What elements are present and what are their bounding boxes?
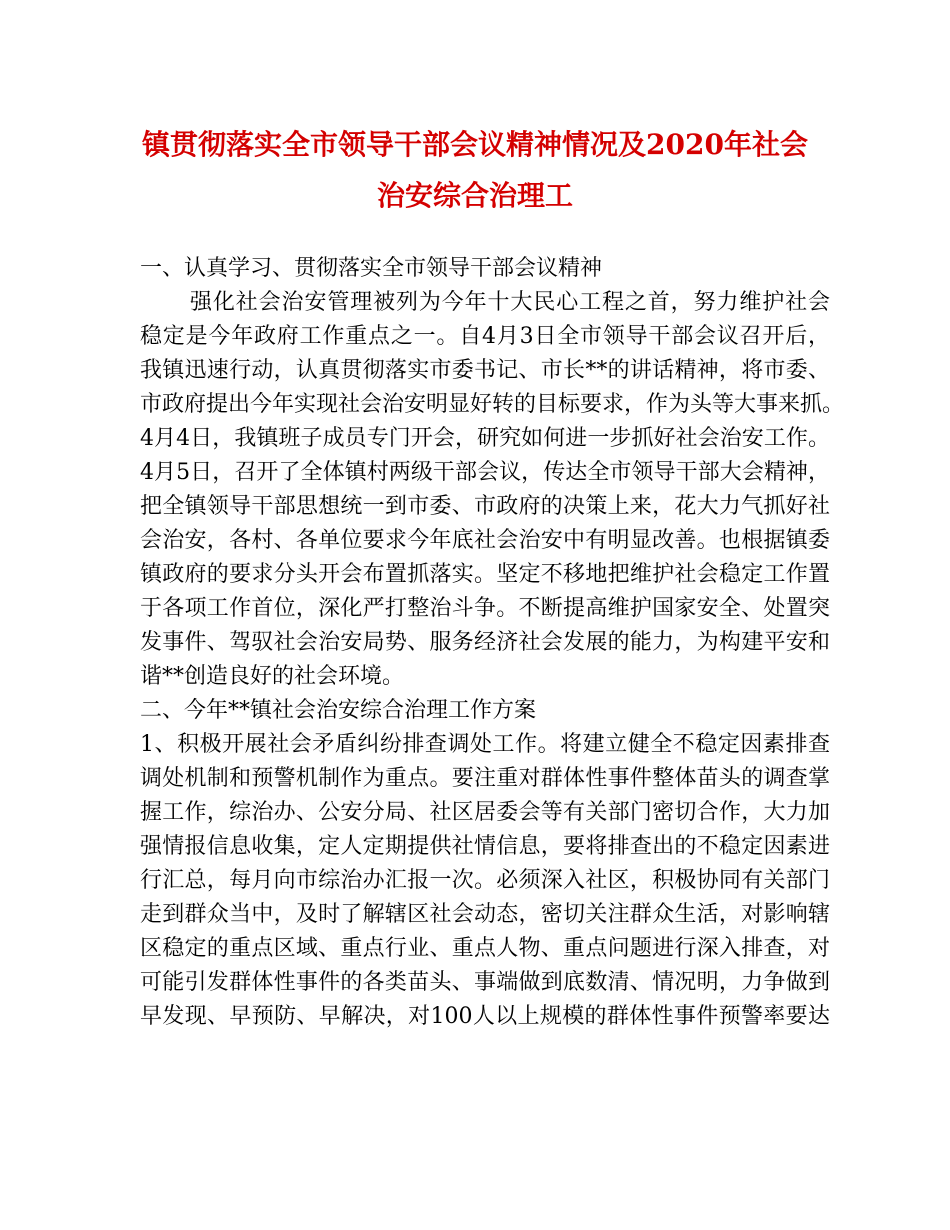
paragraph-line: 于各项工作首位，深化严打整治斗争。不断提高维护国家安全、处置突 bbox=[140, 596, 830, 621]
paragraph-line: 谐**创造良好的社会环境。 bbox=[140, 664, 405, 689]
section-heading: 二、今年**镇社会治安综合治理工作方案 bbox=[140, 698, 537, 723]
section-heading: 一、认真学习、贯彻落实全市领导干部会议精神 bbox=[140, 256, 603, 281]
paragraph-line: 发事件、驾驭社会治安局势、服务经济社会发展的能力，为构建平安和 bbox=[140, 630, 830, 655]
paragraph-line: 会治安，各村、各单位要求今年底社会治安中有明显改善。也根据镇委 bbox=[140, 528, 830, 553]
paragraph-line: 4月4日，我镇班子成员专门开会，研究如何进一步抓好社会治安工作。 bbox=[140, 426, 830, 451]
paragraph-line: 1、积极开展社会矛盾纠纷排查调处工作。将建立健全不稳定因素排查 bbox=[140, 732, 830, 757]
paragraph-line: 稳定是今年政府工作重点之一。自4月3日全市领导干部会议召开后， bbox=[140, 324, 830, 349]
paragraph-line: 区稳定的重点区域、重点行业、重点人物、重点问题进行深入排查，对 bbox=[140, 936, 830, 961]
document-title-line-1: 镇贯彻落实全市领导干部会议精神情况及2020年社会 bbox=[142, 128, 808, 161]
paragraph-line: 行汇总，每月向市综治办汇报一次。必须深入社区，积极协同有关部门 bbox=[140, 868, 830, 893]
paragraph-line: 走到群众当中，及时了解辖区社会动态，密切关注群众生活，对影响辖 bbox=[140, 902, 830, 927]
document-title-line-2: 治安综合治理工 bbox=[376, 179, 573, 212]
paragraph-line: 早发现、早预防、早解决，对100人以上规模的群体性事件预警率要达 bbox=[140, 1004, 830, 1029]
paragraph-line: 强化社会治安管理被列为今年十大民心工程之首，努力维护社会 bbox=[190, 290, 830, 315]
paragraph-line: 强情报信息收集，定人定期提供社情信息，要将排查出的不稳定因素进 bbox=[140, 834, 830, 859]
paragraph-line: 握工作，综治办、公安分局、社区居委会等有关部门密切合作，大力加 bbox=[140, 800, 830, 825]
paragraph-line: 调处机制和预警机制作为重点。要注重对群体性事件整体苗头的调查掌 bbox=[140, 766, 830, 791]
paragraph-line: 可能引发群体性事件的各类苗头、事端做到底数清、情况明，力争做到 bbox=[140, 970, 830, 995]
paragraph-line: 我镇迅速行动，认真贯彻落实市委书记、市长**的讲话精神，将市委、 bbox=[140, 358, 830, 383]
paragraph-line: 4月5日，召开了全体镇村两级干部会议，传达全市领导干部大会精神， bbox=[140, 460, 830, 485]
paragraph-line: 镇政府的要求分头开会布置抓落实。坚定不移地把维护社会稳定工作置 bbox=[140, 562, 830, 587]
paragraph-line: 市政府提出今年实现社会治安明显好转的目标要求，作为头等大事来抓。 bbox=[140, 392, 845, 417]
paragraph-line: 把全镇领导干部思想统一到市委、市政府的决策上来，花大力气抓好社 bbox=[140, 494, 830, 519]
